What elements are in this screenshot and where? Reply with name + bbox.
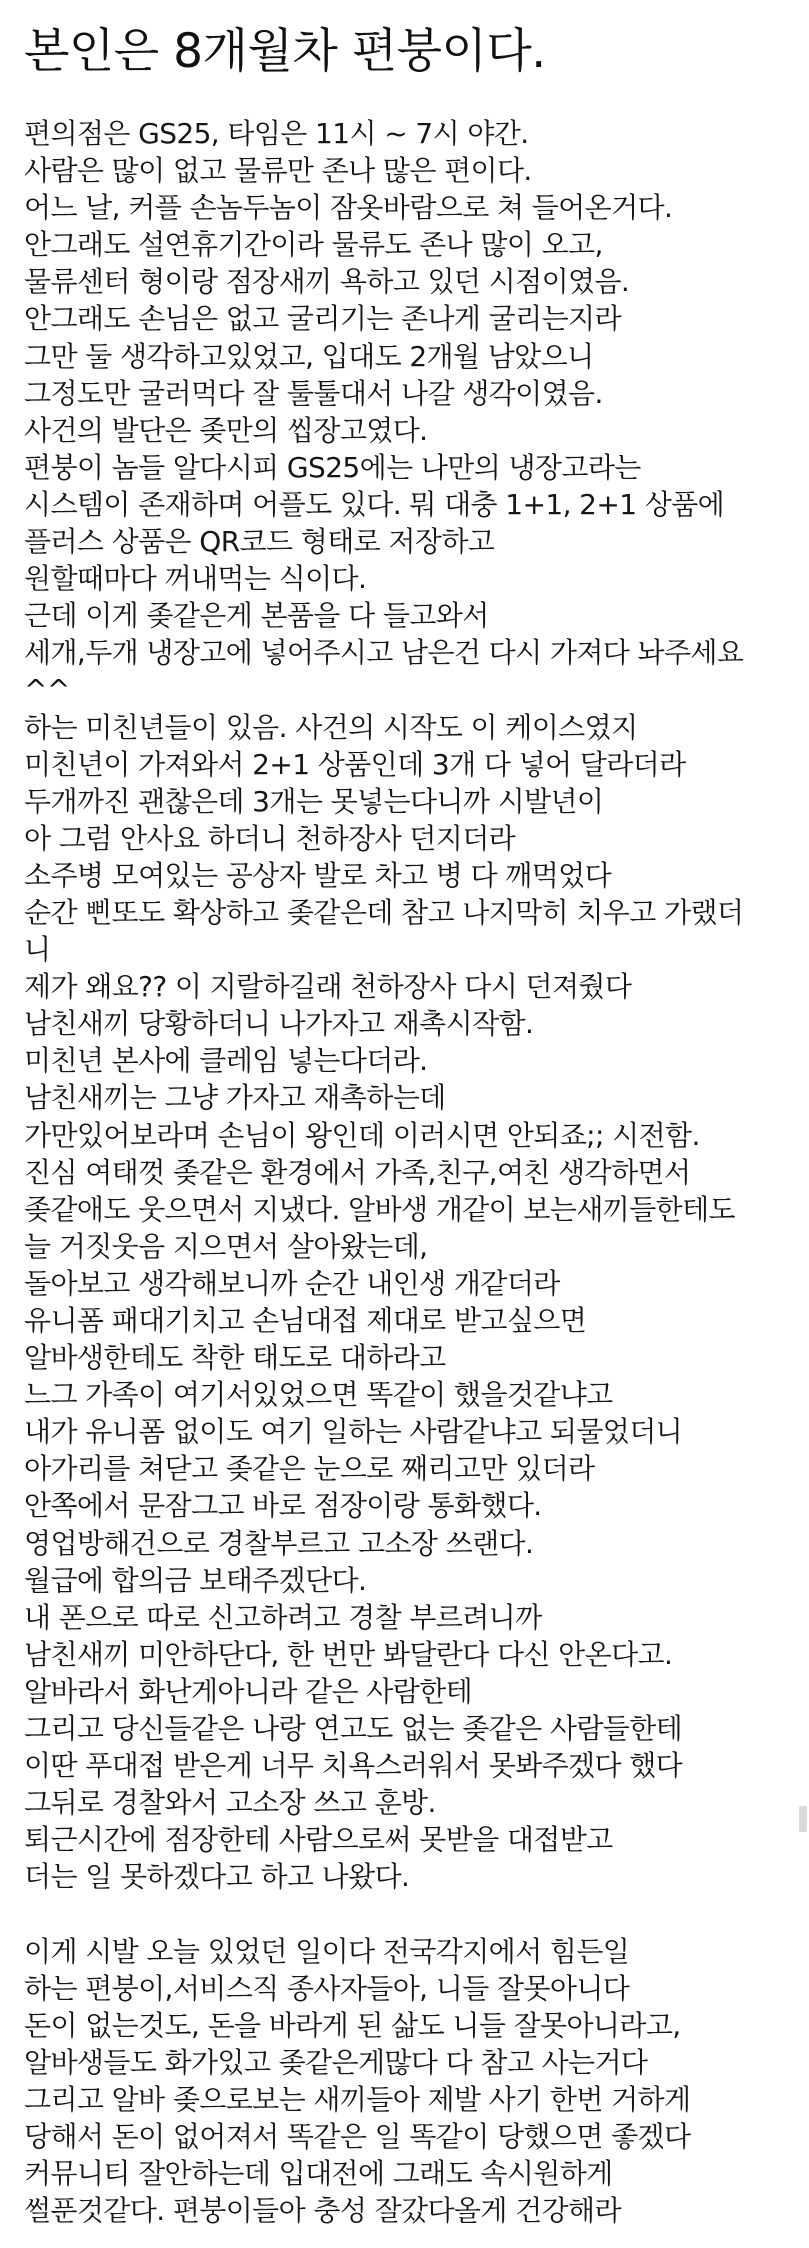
body-line: 그정도만 굴러먹다 잘 툴툴대서 나갈 생각이였음. xyxy=(24,376,603,410)
body-line: 알바생한테도 착한 태도로 대하라고 xyxy=(24,1341,446,1375)
body-line: 돈이 없는것도, 돈을 바라게 된 삶도 니들 잘못아니라고, xyxy=(24,2008,681,2042)
scrollbar-thumb[interactable] xyxy=(799,1806,807,1832)
body-line: 그리고 당신들같은 나랑 연고도 없는 좆같은 사람들한테 xyxy=(24,1712,683,1746)
body-line: 미친년 본사에 클레임 넣는다더라. xyxy=(24,1044,428,1078)
body-line: 안쪽에서 문잠그고 바로 점장이랑 통화했다. xyxy=(24,1489,542,1523)
body-line: 제가 왜요?? 이 지랄하길래 천하장사 다시 던져줬다 xyxy=(24,970,632,1004)
body-line: 돌아보고 생각해보니까 순간 내인생 개같더라 xyxy=(24,1266,560,1300)
body-line: 그리고 알바 좆으로보는 새끼들아 제발 사기 한번 거하게 xyxy=(24,2082,691,2116)
body-line: 퇴근시간에 점장한테 사람으로써 못받을 대접받고 xyxy=(24,1823,613,1857)
body-line: 좆같애도 웃으면서 지냈다. 알바생 개같이 보는새끼들한테도 xyxy=(24,1192,736,1226)
body-line: 느그 가족이 여기서있었으면 똑같이 했을것같냐고 xyxy=(24,1378,613,1412)
body-line: 알바라서 화난게아니라 같은 사람한테 xyxy=(24,1674,473,1708)
body-line: 가만있어보라며 손님이 왕인데 이러시면 안되죠;; 시전함. xyxy=(24,1118,700,1152)
body-line: 순간 삔또도 확상하고 좆같은데 참고 나지막히 치우고 가랬더 xyxy=(24,895,744,929)
body-line: 안그래도 손님은 없고 굴리기는 존나게 굴리는지라 xyxy=(24,302,621,336)
post-body xyxy=(24,115,794,2229)
body-line: 근데 이게 좆같은게 본품을 다 들고와서 xyxy=(24,599,489,633)
body-line: 어느 날, 커플 손놈두놈이 잠옷바람으로 쳐 들어온거다. xyxy=(24,191,673,225)
body-line: 내 폰으로 따로 신고하려고 경찰 부르려니까 xyxy=(24,1600,542,1634)
body-line: 원할때마다 꺼내먹는 식이다. xyxy=(24,562,367,596)
body-line: 진심 여태껏 좆같은 환경에서 가족,친구,여친 생각하면서 xyxy=(24,1155,691,1189)
body-line: 편붕이 놈들 알다시피 GS25에는 나만의 냉장고라는 xyxy=(24,450,641,484)
body-line: 세개,두개 냉장고에 넣어주시고 남은건 다시 가져다 놔주세요 xyxy=(24,636,744,670)
body-line: 하는 편붕이,서비스직 종사자들아, 니들 잘못아니다 xyxy=(24,1971,630,2005)
body-line: 그뒤로 경찰와서 고소장 쓰고 훈방. xyxy=(24,1786,436,1820)
body-line: 내가 유니폼 없이도 여기 일하는 사람같냐고 되물었더니 xyxy=(24,1415,683,1449)
body-line: 이게 시발 오늘 있었던 일이다 전국각지에서 힘든일 xyxy=(24,1934,630,1968)
body-line: 아가리를 쳐닫고 좆같은 눈으로 째리고만 있더라 xyxy=(24,1452,595,1486)
body-line: 알바생들도 화가있고 좆같은게많다 다 참고 사는거다 xyxy=(24,2045,648,2079)
post-title: 본인은 8개월차 편붕이다. xyxy=(24,24,546,79)
body-line: 편의점은 GS25, 타임은 11시 ~ 7시 야간. xyxy=(24,117,529,150)
body-line: 안그래도 설연휴기간이라 물류도 존나 많이 오고, xyxy=(24,228,603,262)
body-line: 월급에 합의금 보태주겠단다. xyxy=(24,1563,367,1597)
body-line: 이딴 푸대접 받은게 너무 치욕스러워서 못봐주겠다 했다 xyxy=(24,1749,683,1783)
body-line: 두개까진 괜찮은데 3개는 못넣는다니까 시발년이 xyxy=(24,784,604,818)
body-line: 미친년이 가져와서 2+1 상품인데 3개 다 넣어 달라더라 xyxy=(24,747,686,781)
body-line: 사건의 발단은 좆만의 씹장고였다. xyxy=(24,413,428,447)
body-line: 더는 일 못하겠다고 하고 나왔다. xyxy=(24,1860,410,1894)
body-line: 하는 미친년들이 있음. 사건의 시작도 이 케이스였지 xyxy=(24,710,638,744)
body-line: 아 그럼 안사요 하더니 천하장사 던지더라 xyxy=(24,821,516,855)
body-line: ^^ xyxy=(24,673,70,707)
body-line: 당해서 돈이 없어져서 똑같은 일 똑같이 당했으면 좋겠다 xyxy=(24,2120,691,2154)
body-line: 플러스 상품은 QR코드 형태로 저장하고 xyxy=(24,525,495,559)
body-line: 썰푼것같다. 편붕이들아 충성 잘갔다올게 건강해라 xyxy=(24,2194,621,2228)
body-line: 물류센터 형이랑 점장새끼 욕하고 있던 시점이였음. xyxy=(24,265,630,299)
body-line: 남친새끼는 그냥 가자고 재촉하는데 xyxy=(24,1081,446,1115)
body-line: 시스템이 존재하며 어플도 있다. 뭐 대충 1+1, 2+1 상품에 xyxy=(24,487,725,521)
body-line: 남친새끼 당황하더니 나가자고 재촉시작함. xyxy=(24,1007,534,1041)
body-line: 커뮤니티 잘안하는데 입대전에 그래도 속시원하게 xyxy=(24,2157,613,2191)
body-line: 남친새끼 미안하단다, 한 번만 봐달란다 다신 안온다고. xyxy=(24,1637,673,1671)
body-line: 영업방해건으로 경찰부르고 고소장 쓰랜다. xyxy=(24,1526,534,1560)
body-line: 사람은 많이 없고 물류만 존나 많은 편이다. xyxy=(24,154,532,188)
body-line: 그만 둘 생각하고있었고, 입대도 2개월 남았으니 xyxy=(24,339,594,373)
body-line: 소주병 모여있는 공상자 발로 차고 병 다 깨먹었다 xyxy=(24,858,612,892)
blank-line xyxy=(24,1896,794,1933)
body-line: 니 xyxy=(24,933,51,967)
body-line: 유니폼 패대기치고 손님대접 제대로 받고싶으면 xyxy=(24,1304,587,1337)
body-line: 늘 거짓웃음 지으면서 살아왔는데, xyxy=(24,1229,428,1263)
